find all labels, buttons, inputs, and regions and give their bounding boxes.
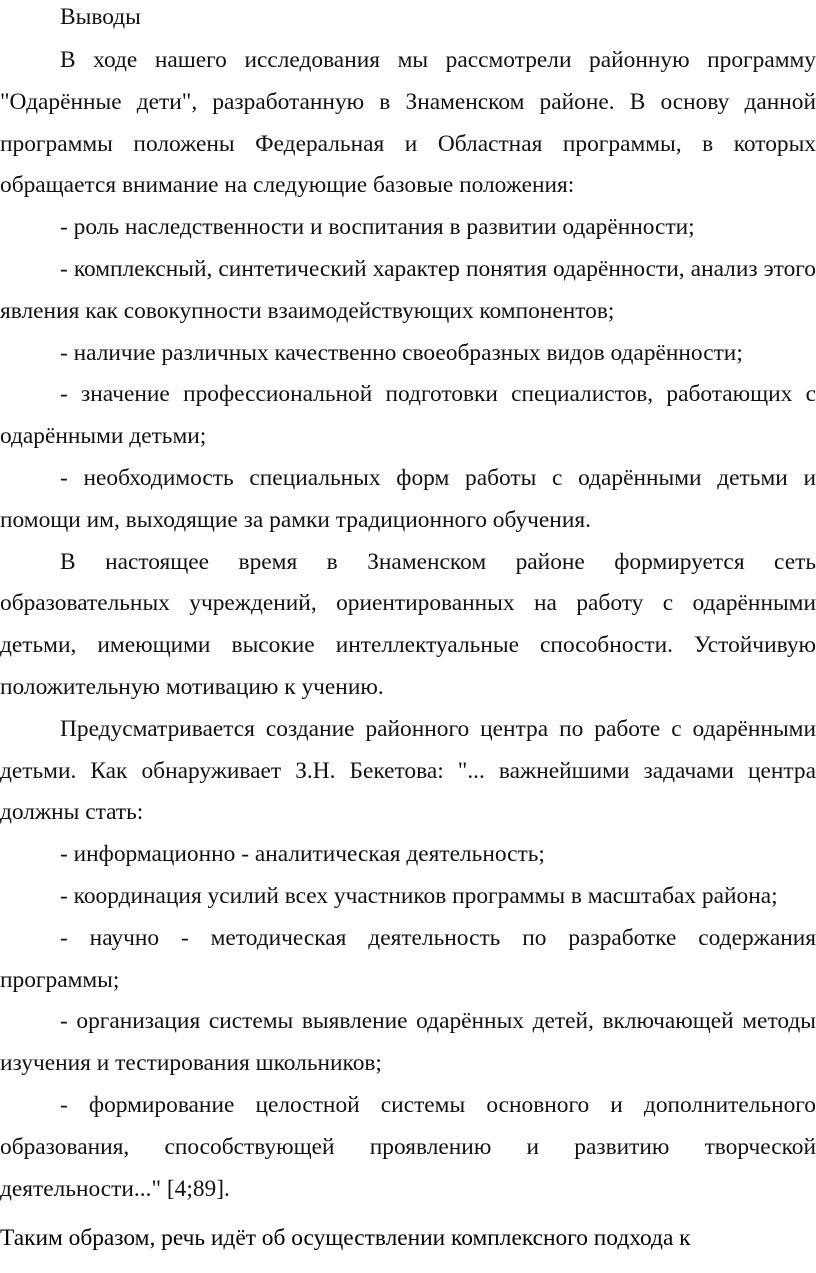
list-item: - формирование целостной системы основного и дополнительного образования, способствующей проявлению и развитию творческой деятельности..." [4;89].: [0, 1091, 816, 1202]
list-item: - роль наследственности и воспитания в развитии одарённости;: [60, 214, 695, 241]
paragraph: В ходе нашего исследования мы рассмотрели районную программу "Одарённые дети", разработанную в Знаменском районе. В основу данной программы положены Федеральная и Областная программы, в которых обращается внимание на следующие базовые положения:: [0, 47, 816, 199]
list-item: - организация системы выявление одарённых детей, включающей методы изучения и тестирования школьников;: [0, 1008, 816, 1077]
list-item: - информационно - аналитическая деятельность;: [60, 841, 545, 868]
list-item: - наличие различных качественно своеобразных видов одарённости;: [60, 339, 743, 366]
closing-line: Таким образом, речь идёт об осуществлении комплексного подхода к: [0, 1225, 691, 1251]
list-item: - необходимость специальных форм работы с одарёнными детьми и помощи им, выходящие за рамки традиционного обучения.: [0, 464, 816, 533]
list-item: - научно - методическая деятельность по разработке содержания программы;: [0, 924, 816, 993]
list-item: - комплексный, синтетический характер понятия одарённости, анализ этого явления как совокупности взаимодействующих компонентов;: [0, 255, 816, 324]
list-item: - значение профессиональной подготовки специалистов, работающих с одарёнными детьми;: [0, 381, 816, 450]
paragraph: В настоящее время в Знаменском районе формируется сеть образовательных учреждений, ориентированных на работу с одарёнными детьми, имеющими высокие интеллектуальные способности. Устойчивую положительную мотивацию к учению.: [0, 548, 816, 700]
section-title: Выводы: [60, 4, 141, 30]
paragraph: Предусматривается создание районного центра по работе с одарёнными детьми. Как обнаруживает З.Н. Бекетова: "... важнейшими задачами центра должны стать:: [0, 715, 816, 826]
list-item: - координация усилий всех участников программы в масштабах района;: [60, 882, 778, 909]
